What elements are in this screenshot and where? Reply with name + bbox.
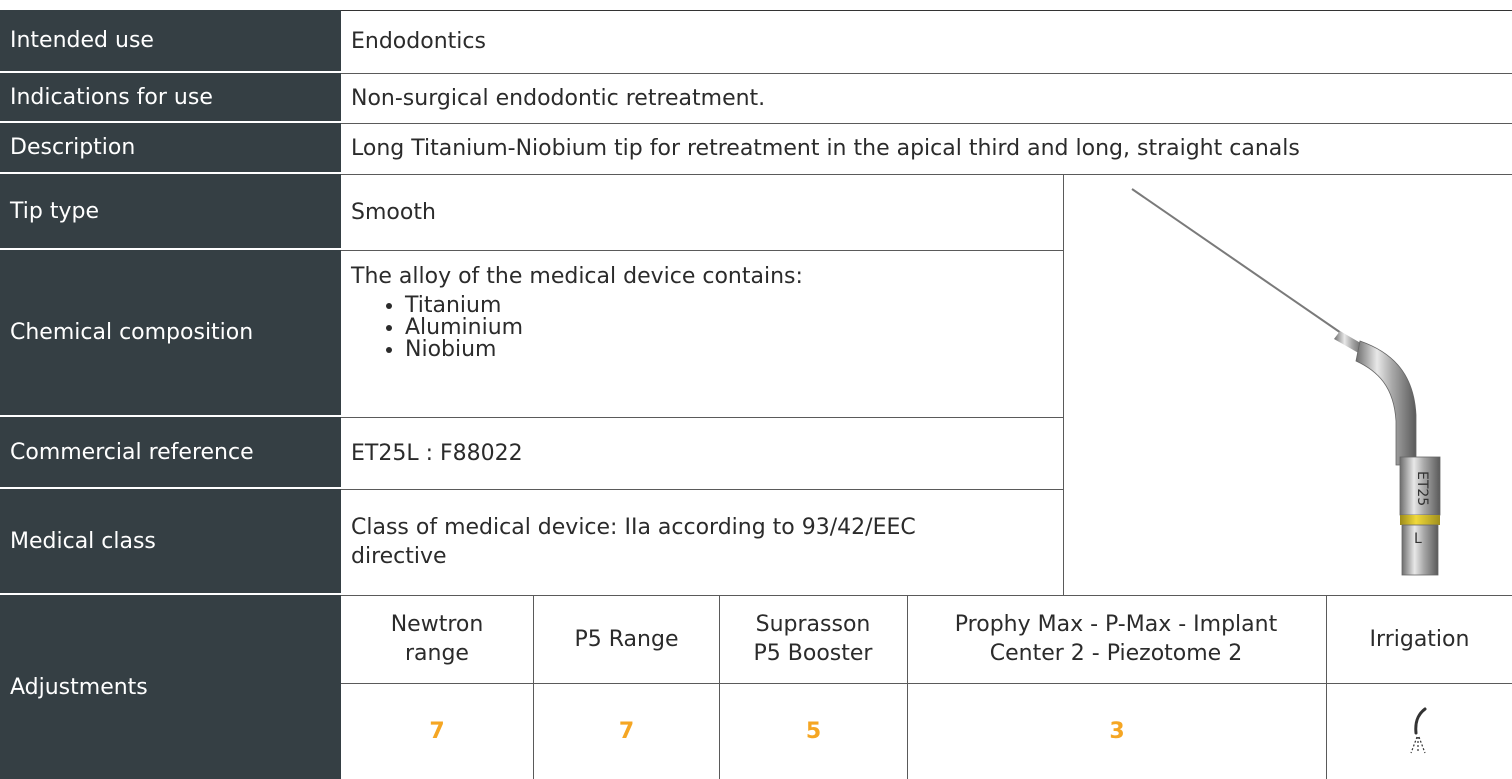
- value-commercial: ET25L : F88022: [351, 440, 523, 466]
- value-tip-type: Smooth: [351, 199, 436, 225]
- adj-value-suprasson: 5: [805, 719, 822, 744]
- label-description: Description: [0, 123, 341, 174]
- value-medical-class: Class of medical device: IIa according to 93/42/EEC directive: [351, 515, 916, 569]
- adj-header-newtron: Newtron range: [390, 612, 484, 666]
- label-adjustments: Adjustments: [0, 595, 341, 779]
- chemical-intro: The alloy of the medical device contains:: [351, 264, 803, 289]
- adj-header-prophy: Prophy Max - P-Max - Implant Center 2 - Piezotome 2: [954, 612, 1278, 666]
- value-indications: Non-surgical endodontic retreatment.: [351, 85, 766, 111]
- label-medical-class: Medical class: [0, 489, 341, 595]
- chemical-list: [351, 295, 1063, 361]
- value-intended-use: Endodontics: [351, 29, 486, 54]
- svg-text:L: L: [1414, 531, 1422, 547]
- adj-value-p5: 7: [618, 719, 635, 744]
- value-chemical: [341, 250, 1063, 417]
- label-tip-type: Tip type: [0, 174, 341, 250]
- product-image: [1064, 175, 1512, 595]
- svg-text:ET25: ET25: [1414, 471, 1430, 507]
- label-chemical: Chemical composition: [0, 250, 341, 417]
- chemical-item: • Aluminium: [405, 317, 1063, 339]
- adj-header-irrigation: Irrigation: [1369, 626, 1470, 652]
- adj-value-prophy: 3: [1109, 719, 1125, 744]
- label-commercial: Commercial reference: [0, 417, 341, 489]
- adj-header-suprasson: Suprasson P5 Booster: [753, 612, 873, 666]
- irrigation-icon: [1327, 684, 1512, 779]
- label-indications: Indications for use: [0, 73, 341, 123]
- label-intended-use: Intended use: [0, 10, 341, 73]
- adj-header-p5: P5 Range: [574, 626, 679, 652]
- value-description: Long Titanium-Niobium tip for retreatment in the apical third and long, straight canals: [351, 136, 1300, 161]
- adj-value-newtron: 7: [429, 719, 445, 744]
- chemical-item: • Titanium: [405, 295, 1063, 317]
- ultrasonic-tip-image: [1064, 175, 1512, 595]
- chemical-item: • Niobium: [405, 339, 1063, 361]
